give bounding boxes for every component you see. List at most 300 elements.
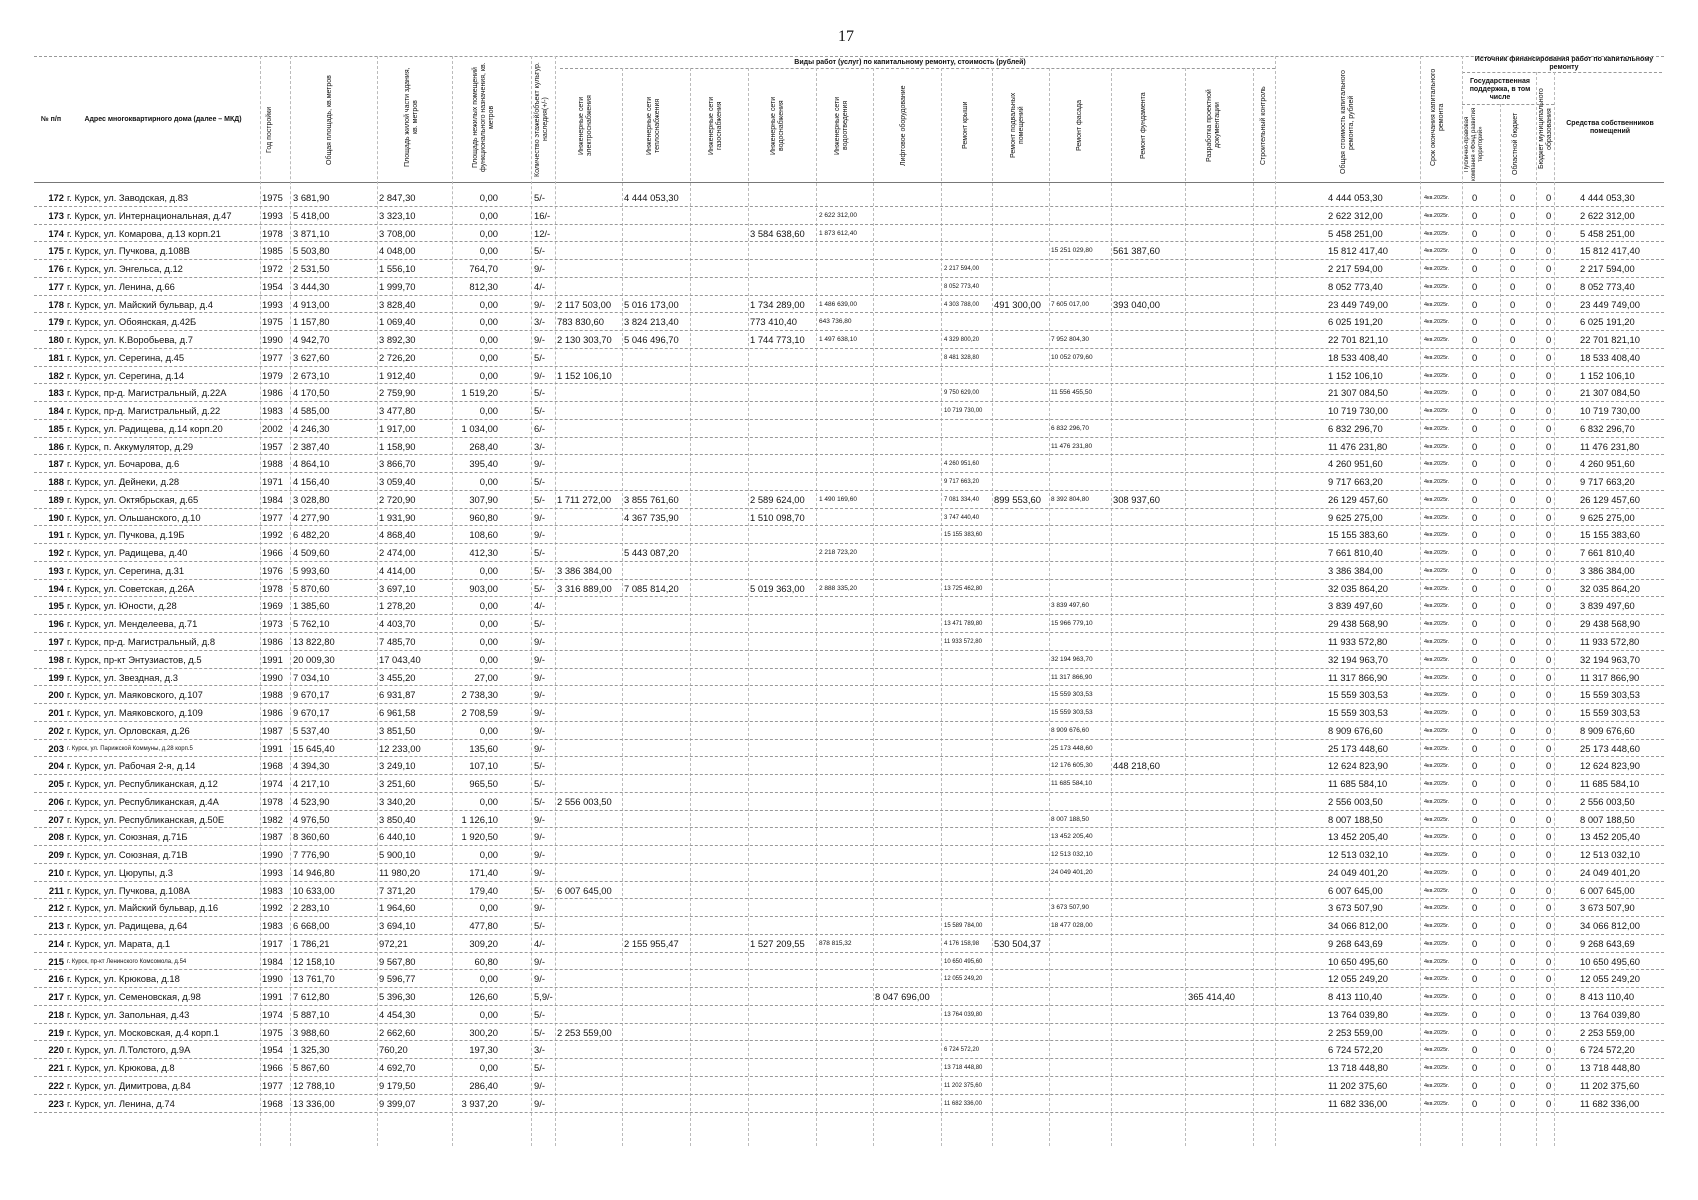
municipal-cell: 0 <box>1546 1062 1552 1074</box>
header-fund: Публично-правовая компания «Фонд развития территорий» <box>1464 107 1484 181</box>
total-cost-cell: 10 719 730,00 <box>1328 405 1388 417</box>
floors-cell: 5/- <box>534 1062 545 1074</box>
nonliving-area-cell: 27,00 <box>474 671 498 683</box>
living-area-cell: 1 999,70 <box>379 280 416 292</box>
header-gas: Инженерные сети газоснабжения <box>708 96 723 155</box>
term-cell: 4кв.2025г. <box>1424 248 1450 255</box>
address-cell: г. Курск, пр-д. Магистральный, д.8 <box>67 636 216 647</box>
regional-cell: 0 <box>1510 600 1516 612</box>
table-row <box>0 846 1698 864</box>
regional-cell: 0 <box>1510 511 1516 523</box>
floors-cell: 9/- <box>534 707 545 719</box>
total-cost-cell: 6 832 296,70 <box>1328 422 1383 434</box>
roof-cost-cell: 6 724 572,20 <box>944 1047 980 1054</box>
total-area-cell: 4 277,90 <box>293 511 330 523</box>
address-cell: г. Курск, ул. Звездная, д.3 <box>67 671 178 683</box>
nonliving-area-cell: 286,40 <box>469 1080 498 1091</box>
table-row <box>0 864 1698 882</box>
total-cost-cell: 3 386 384,00 <box>1328 564 1383 576</box>
owners-funds-cell: 2 556 003,50 <box>1580 795 1635 807</box>
total-cost-cell: 3 673 507,90 <box>1328 902 1383 914</box>
owners-funds-cell: 22 701 821,10 <box>1580 334 1640 346</box>
living-area-cell: 2 720,90 <box>379 493 416 505</box>
financing-subheader-line <box>1462 72 1662 73</box>
nonliving-area-cell: 2 708,59 <box>461 707 498 719</box>
total-area-cell: 3 871,10 <box>293 227 330 239</box>
basement-cost-cell: 491 300,00 <box>994 298 1041 310</box>
address-cell: г. Курск, ул. Пучкова, д.108А <box>67 884 190 896</box>
municipal-cell: 0 <box>1546 991 1552 1003</box>
total-area-cell: 5 887,10 <box>293 1008 330 1020</box>
header-construction-control: Строительный контроль <box>1260 86 1267 165</box>
nonliving-area-cell: 60,80 <box>474 955 498 967</box>
total-cost-cell: 2 253 559,00 <box>1328 1026 1383 1038</box>
fund-cell: 0 <box>1472 1008 1478 1020</box>
fund-cell: 0 <box>1472 937 1478 949</box>
owners-funds-cell: 32 035 864,20 <box>1580 582 1640 594</box>
municipal-cell: 0 <box>1546 920 1552 932</box>
table-row <box>0 811 1698 829</box>
regional-cell: 0 <box>1510 707 1516 719</box>
total-area-cell: 5 503,80 <box>293 245 330 257</box>
living-area-cell: 1 931,90 <box>379 511 416 523</box>
table-row <box>0 1059 1698 1077</box>
owners-funds-cell: 8 909 676,60 <box>1580 724 1635 736</box>
fund-cell: 0 <box>1472 689 1478 701</box>
regional-cell: 0 <box>1510 1097 1516 1109</box>
year-cell: 1993 <box>262 298 283 310</box>
owners-funds-cell: 6 724 572,20 <box>1580 1044 1635 1056</box>
regional-cell: 0 <box>1510 937 1516 949</box>
fund-cell: 0 <box>1472 636 1478 647</box>
electric-cost-cell: 2 556 003,50 <box>557 795 612 807</box>
total-cost-cell: 23 449 749,00 <box>1328 298 1388 310</box>
term-cell: 4кв.2025г. <box>1424 567 1450 574</box>
term-cell: 4кв.2025г. <box>1424 496 1450 503</box>
fund-cell: 0 <box>1472 671 1478 683</box>
table-row <box>0 988 1698 1006</box>
nonliving-area-cell: 0,00 <box>479 209 498 221</box>
row-number: 212 <box>48 902 64 914</box>
living-area-cell: 3 323,10 <box>379 209 416 221</box>
total-cost-cell: 11 476 231,80 <box>1328 440 1388 452</box>
heat-cost-cell: 5 046 496,70 <box>624 334 679 346</box>
floors-cell: 9/- <box>534 866 545 878</box>
fund-cell: 0 <box>1472 192 1478 203</box>
total-area-cell: 10 633,00 <box>293 884 335 896</box>
foundation-cost-cell: 561 387,60 <box>1113 245 1160 257</box>
living-area-cell: 4 403,70 <box>379 618 416 630</box>
heat-cost-cell: 5 443 087,20 <box>624 547 679 559</box>
table-row <box>0 367 1698 385</box>
fund-cell: 0 <box>1472 387 1478 399</box>
regional-cell: 0 <box>1510 405 1516 417</box>
total-cost-cell: 15 155 383,60 <box>1328 529 1388 541</box>
regional-cell: 0 <box>1510 192 1516 203</box>
municipal-cell: 0 <box>1546 902 1552 914</box>
year-cell: 1984 <box>262 955 283 967</box>
year-cell: 1975 <box>262 192 283 203</box>
nonliving-area-cell: 0,00 <box>479 724 498 736</box>
table-row <box>0 420 1698 438</box>
year-cell: 1977 <box>262 1080 283 1091</box>
floors-cell: 9/- <box>534 298 545 310</box>
roof-cost-cell: 12 055 249,20 <box>944 976 983 983</box>
nonliving-area-cell: 1 519,20 <box>461 387 498 399</box>
facade-cost-cell: 13 452 205,40 <box>1051 833 1093 841</box>
regional-cell: 0 <box>1510 1026 1516 1038</box>
regional-cell: 0 <box>1510 369 1516 381</box>
regional-cell: 0 <box>1510 920 1516 932</box>
owners-funds-cell: 1 152 106,10 <box>1580 369 1635 381</box>
row-number: 204 <box>48 760 64 772</box>
living-area-cell: 9 596,77 <box>379 973 416 985</box>
owners-funds-cell: 6 007 645,00 <box>1580 884 1635 896</box>
regional-cell: 0 <box>1510 831 1516 843</box>
header-project-docs: Разработка проектной документации <box>1206 89 1221 162</box>
floors-cell: 5,9/- <box>534 991 553 1003</box>
year-cell: 1966 <box>262 547 283 559</box>
term-cell: 4кв.2025г. <box>1424 621 1450 628</box>
table-row <box>0 242 1698 260</box>
fund-cell: 0 <box>1472 973 1478 985</box>
regional-cell: 0 <box>1510 387 1516 399</box>
header-roof: Ремонт крыши <box>962 101 969 150</box>
fund-cell: 0 <box>1472 298 1478 310</box>
municipal-cell: 0 <box>1546 884 1552 896</box>
nonliving-area-cell: 309,20 <box>469 937 498 949</box>
nonliving-area-cell: 477,80 <box>469 920 498 932</box>
municipal-cell: 0 <box>1546 280 1552 292</box>
term-cell: 4кв.2025г. <box>1424 1065 1450 1072</box>
floors-cell: 9/- <box>534 369 545 381</box>
owners-funds-cell: 8 007 188,50 <box>1580 813 1635 825</box>
facade-cost-cell: 7 952 804,30 <box>1051 336 1089 344</box>
floors-cell: 9/- <box>534 742 545 754</box>
regional-cell: 0 <box>1510 991 1516 1003</box>
floors-cell: 4/- <box>534 937 545 949</box>
row-number: 175 <box>48 245 64 257</box>
facade-cost-cell: 12 513 032,10 <box>1051 851 1093 859</box>
fund-cell: 0 <box>1472 263 1478 275</box>
foundation-cost-cell: 308 937,60 <box>1113 493 1160 505</box>
lift-cost-cell: 8 047 696,00 <box>875 991 930 1003</box>
header-total-cost: Общая стоимость капитального ремонта, рублей <box>1340 70 1355 175</box>
total-cost-cell: 2 217 594,00 <box>1328 263 1383 275</box>
year-cell: 1968 <box>262 1097 283 1109</box>
regional-cell: 0 <box>1510 955 1516 967</box>
nonliving-area-cell: 0,00 <box>479 405 498 417</box>
living-area-cell: 3 477,80 <box>379 405 416 417</box>
total-area-cell: 8 360,60 <box>293 831 330 843</box>
owners-funds-cell: 12 513 032,10 <box>1580 849 1640 861</box>
table-row <box>0 651 1698 669</box>
water-drain-cost-cell: 2 888 335,20 <box>819 584 857 592</box>
fund-cell: 0 <box>1472 742 1478 754</box>
total-cost-cell: 15 559 303,53 <box>1328 689 1388 701</box>
total-area-cell: 4 585,00 <box>293 405 330 417</box>
owners-funds-cell: 2 622 312,00 <box>1580 209 1635 221</box>
year-cell: 1971 <box>262 476 283 488</box>
facade-cost-cell: 10 052 079,60 <box>1051 353 1093 361</box>
term-cell: 4кв.2025г. <box>1424 994 1450 1001</box>
owners-funds-cell: 13 452 205,40 <box>1580 831 1640 843</box>
year-cell: 1983 <box>262 884 283 896</box>
regional-cell: 0 <box>1510 582 1516 594</box>
water-supply-cost-cell: 1 527 209,55 <box>750 937 805 949</box>
regional-cell: 0 <box>1510 298 1516 310</box>
table-row <box>0 828 1698 846</box>
address-cell: г. Курск, ул. Серегина, д.45 <box>67 351 185 363</box>
table-row <box>0 491 1698 509</box>
year-cell: 1993 <box>262 866 283 878</box>
roof-cost-cell: 15 589 784,00 <box>944 923 983 930</box>
facade-cost-cell: 15 559 303,53 <box>1051 691 1093 699</box>
nonliving-area-cell: 268,40 <box>469 440 498 452</box>
year-cell: 1975 <box>262 316 283 328</box>
fund-cell: 0 <box>1472 724 1478 736</box>
term-cell: 4кв.2025г. <box>1424 443 1450 450</box>
heat-cost-cell: 3 824 213,40 <box>624 316 679 328</box>
regional-cell: 0 <box>1510 547 1516 559</box>
municipal-cell: 0 <box>1546 795 1552 807</box>
term-cell: 4кв.2025г. <box>1424 656 1450 663</box>
fund-cell: 0 <box>1472 582 1478 594</box>
basement-cost-cell: 899 553,60 <box>994 493 1041 505</box>
row-number: 187 <box>48 458 64 470</box>
header-address: Адрес многоквартирного дома (далее – МКД) <box>84 116 242 123</box>
term-cell: 4кв.2025г. <box>1424 674 1450 681</box>
floors-cell: 9/- <box>534 955 545 967</box>
fund-cell: 0 <box>1472 316 1478 328</box>
fund-cell: 0 <box>1472 600 1478 612</box>
nonliving-area-cell: 965,50 <box>469 778 498 790</box>
row-number: 220 <box>48 1044 64 1056</box>
living-area-cell: 1 964,60 <box>379 902 416 914</box>
floors-cell: 5/- <box>534 795 545 807</box>
address-cell: г. Курск, ул. Л.Толстого, д.9А <box>67 1044 191 1056</box>
term-cell: 4кв.2025г. <box>1424 283 1450 290</box>
address-cell: г. Курск, ул. К.Воробьева, д.7 <box>67 334 193 346</box>
header-regional: Областной бюджет <box>1512 112 1519 176</box>
term-cell: 4кв.2025г. <box>1424 372 1450 379</box>
page-number: 17 <box>838 28 854 45</box>
row-number: 179 <box>48 316 64 328</box>
water-drain-cost-cell: 1 486 639,00 <box>819 300 857 308</box>
nonliving-area-cell: 960,80 <box>469 511 498 523</box>
roof-cost-cell: 8 052 773,40 <box>944 283 980 290</box>
total-cost-cell: 8 909 676,60 <box>1328 724 1383 736</box>
living-area-cell: 972,21 <box>379 937 408 949</box>
municipal-cell: 0 <box>1546 351 1552 363</box>
term-cell: 4кв.2025г. <box>1424 1083 1450 1089</box>
row-number: 172 <box>48 192 64 203</box>
term-cell: 4кв.2025г. <box>1424 1047 1450 1054</box>
header-owners: Средства собственников помещений <box>1566 120 1654 135</box>
table-row <box>0 669 1698 687</box>
owners-funds-cell: 11 933 572,80 <box>1580 636 1640 647</box>
electric-cost-cell: 2 253 559,00 <box>557 1026 612 1038</box>
address-cell: г. Курск, ул. Комарова, д.13 корп.21 <box>67 227 221 239</box>
municipal-cell: 0 <box>1546 369 1552 381</box>
table-row <box>0 740 1698 758</box>
owners-funds-cell: 6 832 296,70 <box>1580 422 1635 434</box>
owners-funds-cell: 8 052 773,40 <box>1580 280 1635 292</box>
row-number: 194 <box>48 582 64 594</box>
address-cell: г. Курск, ул. Энгельса, д.12 <box>67 263 183 275</box>
regional-cell: 0 <box>1510 564 1516 576</box>
nonliving-area-cell: 0,00 <box>479 334 498 346</box>
municipal-cell: 0 <box>1546 778 1552 790</box>
term-cell: 4кв.2025г. <box>1424 639 1450 645</box>
nonliving-area-cell: 126,60 <box>469 991 498 1003</box>
heat-cost-cell: 5 016 173,00 <box>624 298 679 310</box>
nonliving-area-cell: 197,30 <box>469 1044 498 1056</box>
total-cost-cell: 11 682 336,00 <box>1328 1097 1388 1109</box>
table-row <box>0 278 1698 296</box>
facade-cost-cell: 11 685 584,10 <box>1051 780 1093 788</box>
address-cell: г. Курск, ул. Майский бульвар, д.16 <box>67 902 219 914</box>
water-drain-cost-cell: 2 218 723,20 <box>819 549 857 557</box>
year-cell: 1976 <box>262 564 283 576</box>
address-cell: г. Курск, ул. Радищева, д.14 корп.20 <box>67 422 223 434</box>
regional-cell: 0 <box>1510 529 1516 541</box>
table-row <box>0 438 1698 456</box>
row-number: 208 <box>48 831 64 843</box>
facade-cost-cell: 18 477 028,00 <box>1051 922 1093 930</box>
nonliving-area-cell: 1 034,00 <box>461 422 498 434</box>
water-drain-cost-cell: 1 490 169,60 <box>819 495 857 503</box>
fund-cell: 0 <box>1472 529 1478 541</box>
roof-cost-cell: 11 933 572,80 <box>944 639 982 645</box>
year-cell: 1991 <box>262 653 283 665</box>
roof-cost-cell: 9 750 629,00 <box>944 390 980 397</box>
living-area-cell: 3 850,40 <box>379 813 416 825</box>
year-cell: 1984 <box>262 493 283 505</box>
table-row <box>0 1006 1698 1024</box>
total-cost-cell: 4 444 053,30 <box>1328 192 1383 203</box>
roof-cost-cell: 2 217 594,00 <box>944 266 980 273</box>
regional-cell: 0 <box>1510 209 1516 221</box>
nonliving-area-cell: 0,00 <box>479 316 498 328</box>
electric-cost-cell: 6 007 645,00 <box>557 884 612 896</box>
row-number: 216 <box>48 973 64 985</box>
municipal-cell: 0 <box>1546 564 1552 576</box>
floors-cell: 5/- <box>534 618 545 630</box>
regional-cell: 0 <box>1510 760 1516 772</box>
total-area-cell: 2 531,50 <box>293 263 330 275</box>
total-area-cell: 7 776,90 <box>293 849 330 861</box>
municipal-cell: 0 <box>1546 529 1552 541</box>
total-cost-cell: 34 066 812,00 <box>1328 920 1388 932</box>
floors-cell: 5/- <box>534 884 545 896</box>
nonliving-area-cell: 0,00 <box>479 636 498 647</box>
total-cost-cell: 25 173 448,60 <box>1328 742 1388 754</box>
municipal-cell: 0 <box>1546 937 1552 949</box>
water-supply-cost-cell: 1 510 098,70 <box>750 511 805 523</box>
regional-cell: 0 <box>1510 263 1516 275</box>
regional-cell: 0 <box>1510 973 1516 985</box>
total-area-cell: 6 482,20 <box>293 529 330 541</box>
owners-funds-cell: 21 307 084,50 <box>1580 387 1640 399</box>
total-area-cell: 2 387,40 <box>293 440 330 452</box>
facade-cost-cell: 11 476 231,80 <box>1051 442 1093 450</box>
total-area-cell: 4 217,10 <box>293 778 330 790</box>
water-drain-cost-cell: 878 815,32 <box>819 939 852 947</box>
fund-cell: 0 <box>1472 902 1478 914</box>
year-cell: 1991 <box>262 991 283 1003</box>
regional-cell: 0 <box>1510 422 1516 434</box>
term-cell: 4кв.2025г. <box>1424 976 1450 983</box>
address-cell: г. Курск, ул. Ольшанского, д.10 <box>67 511 201 523</box>
water-supply-cost-cell: 2 589 624,00 <box>750 493 805 505</box>
water-supply-cost-cell: 1 734 289,00 <box>750 298 805 310</box>
floors-cell: 9/- <box>534 511 545 523</box>
total-cost-cell: 8 007 188,50 <box>1328 813 1383 825</box>
total-area-cell: 13 822,80 <box>293 636 335 647</box>
roof-cost-cell: 15 155 383,60 <box>944 532 983 539</box>
nonliving-area-cell: 0,00 <box>479 849 498 861</box>
floors-cell: 9/- <box>534 1080 545 1091</box>
living-area-cell: 4 048,00 <box>379 245 416 257</box>
living-area-cell: 2 726,20 <box>379 351 416 363</box>
term-cell: 4кв.2025г. <box>1424 479 1450 486</box>
table-row <box>0 544 1698 562</box>
total-area-cell: 12 788,10 <box>293 1080 335 1091</box>
year-cell: 1990 <box>262 973 283 985</box>
floors-cell: 5/- <box>534 1008 545 1020</box>
year-cell: 1992 <box>262 529 283 541</box>
table-row <box>0 615 1698 633</box>
owners-funds-cell: 29 438 568,90 <box>1580 618 1640 630</box>
nonliving-area-cell: 0,00 <box>479 973 498 985</box>
roof-cost-cell: 13 764 039,80 <box>944 1011 983 1018</box>
address-cell: г. Курск, ул. Серегина, д.14 <box>67 369 185 381</box>
owners-funds-cell: 26 129 457,60 <box>1580 493 1640 505</box>
floors-cell: 4/- <box>534 600 545 612</box>
municipal-cell: 0 <box>1546 689 1552 701</box>
total-area-cell: 5 762,10 <box>293 618 330 630</box>
fund-cell: 0 <box>1472 280 1478 292</box>
living-area-cell: 760,20 <box>379 1044 408 1056</box>
owners-funds-cell: 3 386 384,00 <box>1580 564 1635 576</box>
owners-funds-cell: 13 718 448,80 <box>1580 1062 1640 1074</box>
facade-cost-cell: 6 832 296,70 <box>1051 424 1089 432</box>
municipal-cell: 0 <box>1546 1026 1552 1038</box>
total-area-cell: 15 645,40 <box>293 742 335 754</box>
address-cell: г. Курск, ул. Радищева, д.40 <box>67 547 188 559</box>
address-cell: г. Курск, ул. Маяковского, д.109 <box>67 707 203 719</box>
floors-cell: 9/- <box>534 653 545 665</box>
nonliving-area-cell: 412,30 <box>469 547 498 559</box>
floors-cell: 3/- <box>534 440 545 452</box>
total-area-cell: 9 670,17 <box>293 689 330 701</box>
fund-cell: 0 <box>1472 209 1478 221</box>
floors-cell: 5/- <box>534 582 545 594</box>
table-row <box>0 704 1698 722</box>
owners-funds-cell: 9 717 663,20 <box>1580 476 1635 488</box>
facade-cost-cell: 8 392 804,80 <box>1051 495 1089 503</box>
table-row <box>0 189 1698 207</box>
living-area-cell: 3 455,20 <box>379 671 416 683</box>
year-cell: 1986 <box>262 387 283 399</box>
address-cell: г. Курск, ул. Союзная, д.71Б <box>67 831 188 843</box>
roof-cost-cell: 13 718 448,80 <box>944 1065 983 1072</box>
total-area-cell: 7 034,10 <box>293 671 330 683</box>
municipal-cell: 0 <box>1546 742 1552 754</box>
term-cell: 4кв.2025г. <box>1424 212 1450 219</box>
nonliving-area-cell: 1 126,10 <box>461 813 498 825</box>
